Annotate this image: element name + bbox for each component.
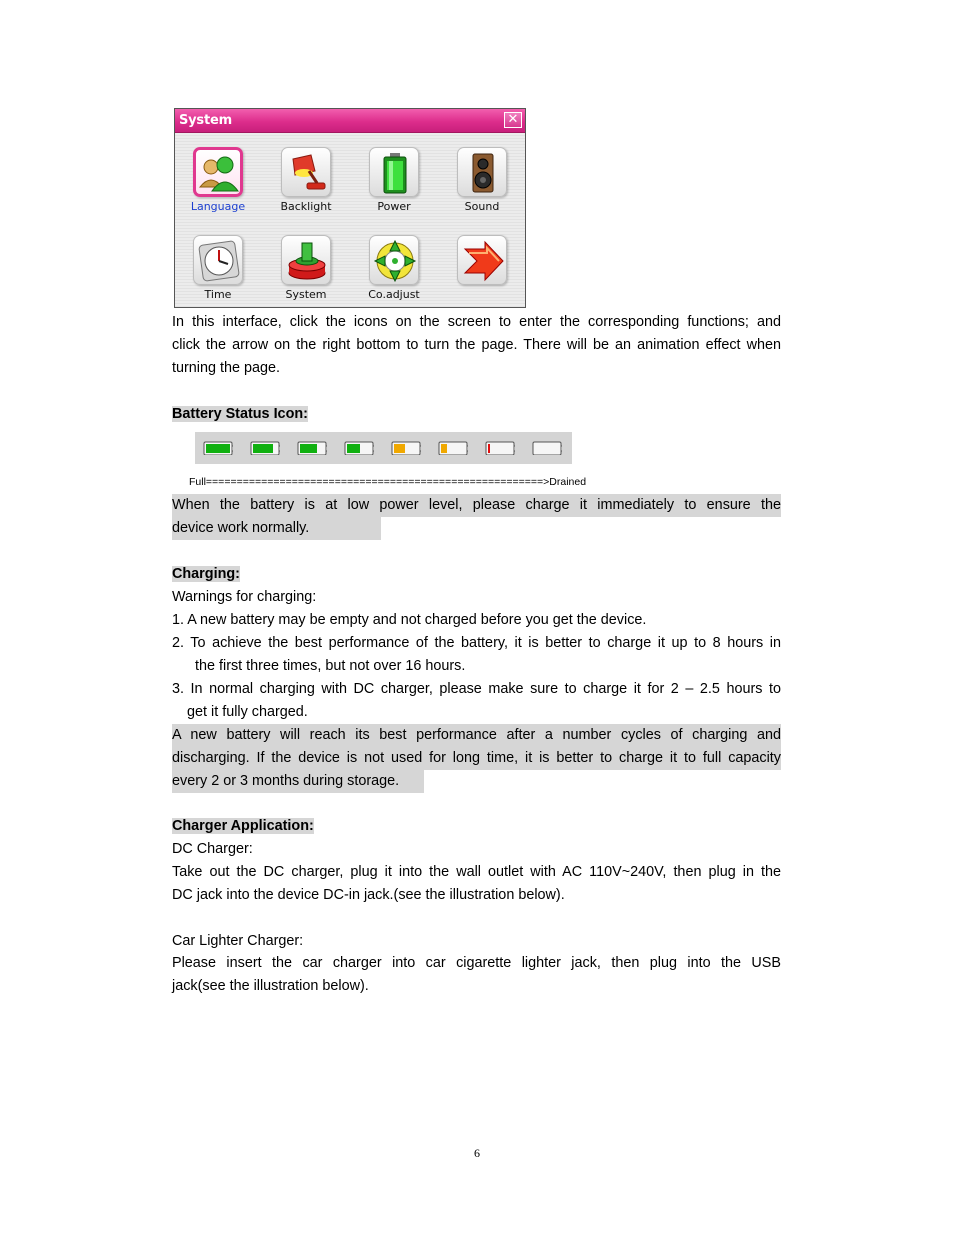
charging-item-3: 3. In normal charging with DC charger, please make sure to charge it for 2 – 2.5 hours to bbox=[172, 681, 781, 697]
battery-level-icon bbox=[250, 441, 280, 455]
battery-icon bbox=[369, 147, 419, 197]
system-window bbox=[174, 108, 526, 308]
clock-icon bbox=[193, 235, 243, 285]
tile-power[interactable] bbox=[354, 133, 434, 217]
dc-charger-line-1: Take out the DC charger, plug it into the wall outlet with AC 110V~240V, then plug in the bbox=[172, 864, 781, 880]
charging-item-2: 2. To achieve the best performance of the battery, it is better to charge it up to 8 hours in bbox=[172, 635, 781, 651]
battery-note-line-2: device work normally. bbox=[172, 517, 381, 540]
battery-fill bbox=[488, 444, 490, 453]
system-icon bbox=[281, 235, 331, 285]
tile-label: Backlight bbox=[280, 200, 332, 213]
intro-line-2: click the arrow on the right bottom to turn the page. There will be an animation effect when bbox=[172, 337, 781, 353]
tile-label: System bbox=[285, 288, 327, 301]
battery-fill bbox=[206, 444, 230, 453]
battery-note-line-1: When the battery is at low power level, please charge it immediately to ensure the bbox=[172, 494, 781, 517]
tile-coadjust[interactable] bbox=[354, 221, 434, 305]
charging-note-line-2: discharging. If the device is not used for long time, it is better to charge it to full capacity bbox=[172, 747, 781, 770]
window-titlebar bbox=[175, 109, 525, 133]
battery-fill bbox=[394, 444, 405, 453]
charger-heading: Charger Application: bbox=[172, 818, 314, 834]
charging-note-line-3: every 2 or 3 months during storage. bbox=[172, 770, 424, 793]
speaker-icon bbox=[457, 147, 507, 197]
charging-intro: Warnings for charging: bbox=[172, 589, 317, 605]
battery-level-icon bbox=[438, 441, 468, 455]
window-title: System bbox=[179, 113, 232, 128]
next-page-arrow-icon bbox=[457, 235, 507, 285]
dc-charger-line-2: DC jack into the device DC-in jack.(see the illustration below). bbox=[172, 887, 565, 903]
crosshair-icon bbox=[369, 235, 419, 285]
battery-heading: Battery Status Icon: bbox=[172, 406, 308, 422]
tile-label: Power bbox=[377, 200, 411, 213]
tile-sound[interactable] bbox=[442, 133, 522, 217]
tile-time[interactable] bbox=[178, 221, 258, 305]
charging-heading: Charging: bbox=[172, 566, 240, 582]
car-charger-line-2: jack(see the illustration below). bbox=[172, 978, 369, 994]
battery-fill bbox=[300, 444, 317, 453]
battery-fill bbox=[441, 444, 447, 453]
charging-item-1: 1. A new battery may be empty and not charged before you get the device. bbox=[172, 612, 647, 628]
battery-level-icon bbox=[297, 441, 327, 455]
tile-label: Co.adjust bbox=[368, 288, 420, 301]
car-charger-title: Car Lighter Charger: bbox=[172, 933, 304, 949]
next-page-button[interactable] bbox=[442, 221, 522, 305]
battery-level-icon bbox=[391, 441, 421, 455]
tile-label: Time bbox=[204, 288, 232, 301]
charging-note-line-1: A new battery will reach its best performance after a number cycles of charging and bbox=[172, 724, 781, 747]
charging-item-2-cont: the first three times, but not over 16 hours. bbox=[195, 658, 466, 674]
battery-fill bbox=[347, 444, 360, 453]
battery-level-icon bbox=[203, 441, 233, 455]
language-icon bbox=[193, 147, 243, 197]
battery-status-strip bbox=[195, 432, 572, 464]
battery-level-icon bbox=[344, 441, 374, 455]
battery-fill bbox=[253, 444, 273, 453]
lamp-icon bbox=[281, 147, 331, 197]
dc-charger-title: DC Charger: bbox=[172, 841, 253, 857]
charging-item-3-cont: get it fully charged. bbox=[187, 704, 308, 720]
tile-language[interactable] bbox=[178, 133, 258, 217]
close-button[interactable]: ✕ bbox=[504, 112, 522, 128]
intro-line-3: turning the page. bbox=[172, 360, 281, 376]
tile-label: Sound bbox=[464, 200, 500, 213]
tile-system[interactable] bbox=[266, 221, 346, 305]
tile-backlight[interactable] bbox=[266, 133, 346, 217]
battery-scale-label: Full=======================================================>Drained bbox=[189, 476, 587, 488]
page-number: 6 bbox=[474, 1146, 480, 1160]
window-body bbox=[175, 133, 525, 307]
intro-line-1: In this interface, click the icons on the screen to enter the corresponding functions; and bbox=[172, 314, 781, 330]
battery-level-icon bbox=[485, 441, 515, 455]
tile-label: Language bbox=[190, 200, 246, 213]
battery-level-icon bbox=[532, 441, 562, 455]
car-charger-line-1: Please insert the car charger into car cigarette lighter jack, then plug into the USB bbox=[172, 955, 781, 971]
